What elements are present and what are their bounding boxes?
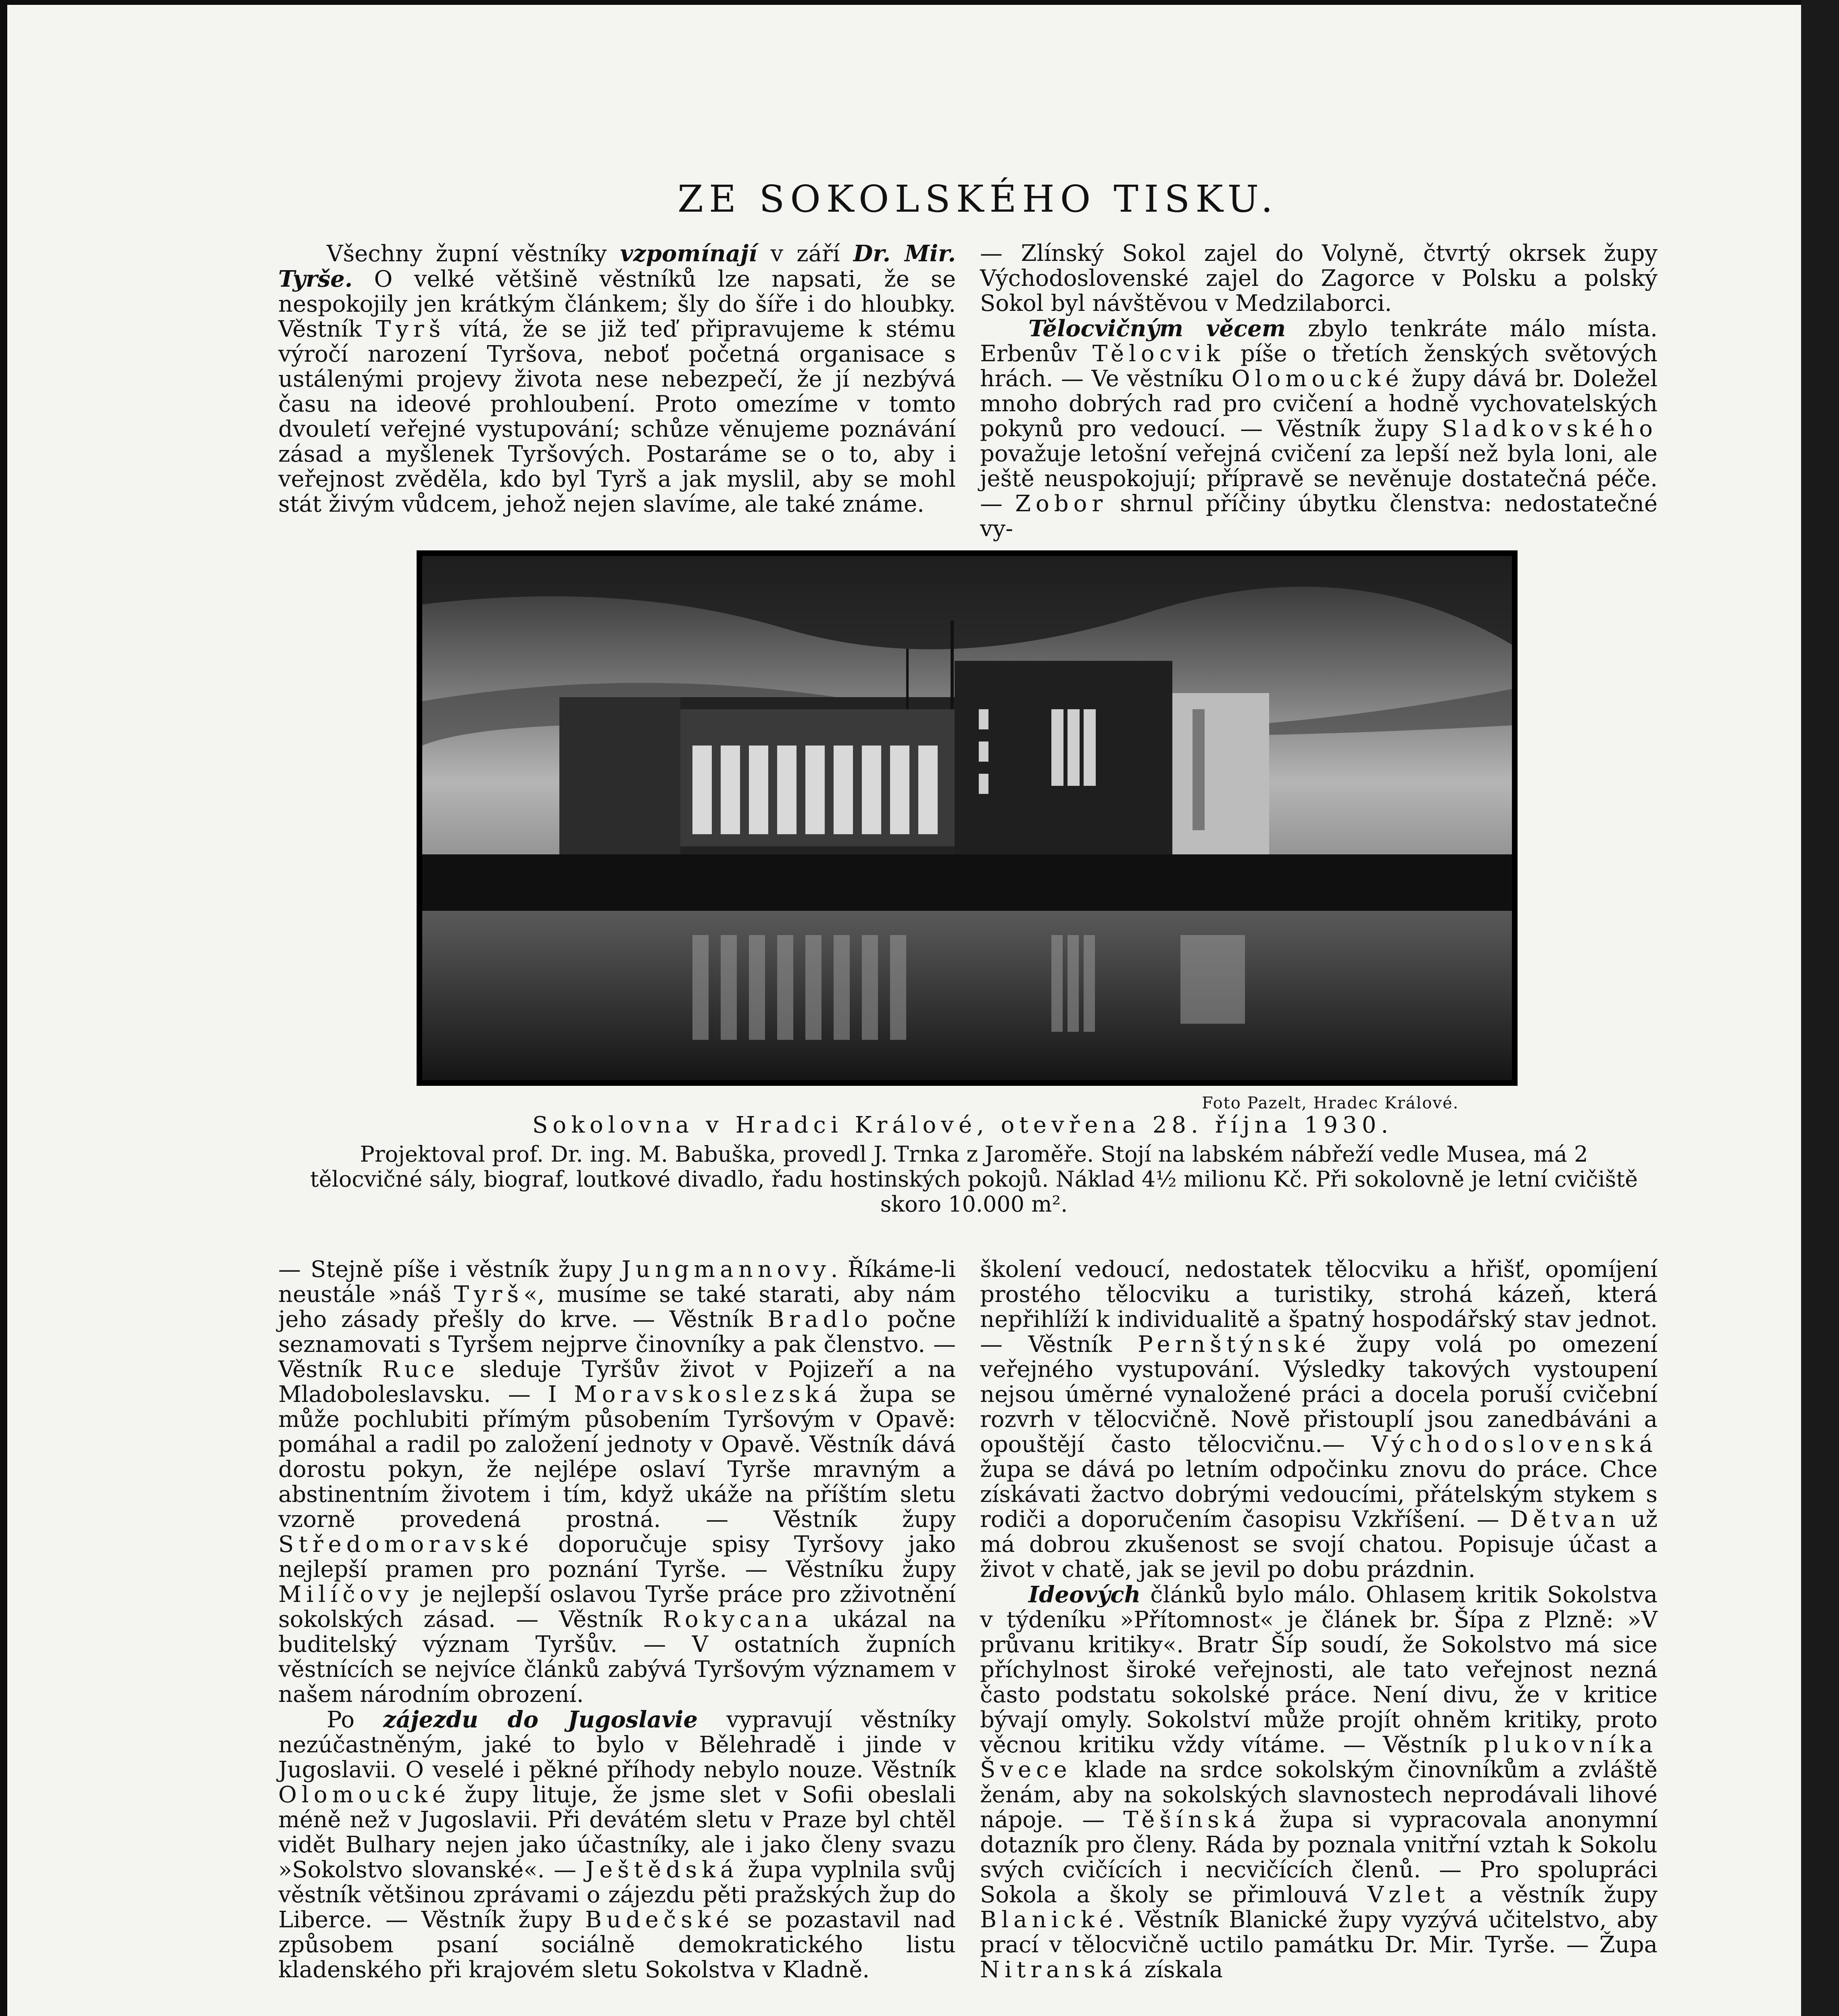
spaced-name: Těšínská (1123, 1807, 1261, 1833)
paragraph (278, 241, 956, 517)
text-run: O velké většině věstníků lze napsati, že se nespokojily jen krátkým článkem; šly do šíře i do hloubky. Věstník (278, 266, 956, 342)
text-run: sleduje Tyršův život v Pojizeří a na Mladoboleslavsku. — I (278, 1356, 956, 1408)
text-run: . Věstník Blanické župy vyzývá učitelstvo, aby prací v tělocvičně uctilo památku Dr. Mir. Tyrše. — Župa (980, 1907, 1658, 1958)
text-run: župa vyplnila svůj věstník většinou zprávami o zájezdu pěti pražských žup do Liberce. — Věstník župy (278, 1857, 956, 1933)
text-run: — Zlínský Sokol zajel do Volyně, čtvrtý okrsek župy Východoslovenské zajel do Zagorce v Polsku a polský Sokol byl návštěvou v Medzilaborci. (980, 240, 1658, 317)
text-run: Všechny župní věstníky (327, 241, 620, 267)
spaced-name: Ještědská (585, 1857, 739, 1883)
text-run: v září (757, 241, 853, 267)
text-run: vypravují věstníky nezúčastněným, jaké to bylo v Bělehradě i jinde v Jugoslavii. O veselé i pěkné příhody nebylo nouze. Věstník (278, 1707, 956, 1783)
emphasis: Ideových (1028, 1581, 1141, 1608)
text-run: . Říkáme-li neustále »náš (278, 1256, 956, 1308)
paragraph (980, 1257, 1658, 1582)
paragraph (980, 316, 1658, 541)
text-run: už má dobrou zkušenost se svojí chatou. Popisuje účast a život v chatě, jak se jevil po dobu prázdnin. (980, 1506, 1658, 1583)
text-run: článků bylo málo. Ohlasem kritik Sokolstva v týdeníku »Přítomnost« je článek br. Šípa z Plzně: »V průvanu kritiky«. Bratr Šíp soudí, že Sokolstvo má sice příchylnost široké veřejnosti, ale tato veřejnost nezná často podstatu sokolské práce. Není divu, že v kritice bývají omyly. Sokolství může projít ohněm kritiky, proto věcnou kritiku vždy vítáme. — Věstník (980, 1582, 1658, 1758)
text-run: školení vedoucí, nedostatek tělocviku a hřišť, opomíjení prostého tělocviku a turistiky, strohá kázeň, která nepřihlíží k individualitě a špatný hospodářský stav jednot. — Věstník (980, 1256, 1658, 1358)
spaced-name: Bradlo (767, 1306, 873, 1333)
spaced-name: Rokycana (663, 1606, 813, 1633)
spaced-name: Tyrš (454, 1281, 524, 1308)
text-run: považuje letošní veřejná cvičení za lepší než byla loni, ale ještě neuspokojují; přípravě se nevěnuje dostatečná péče. — (980, 441, 1658, 517)
emphasis: Dr. Mir. Tyrše. (278, 240, 956, 292)
text-run: zbylo tenkráte málo místa. Erbenův (980, 316, 1658, 367)
column-bottom-right (980, 1257, 1658, 1983)
text-run: župy volá po omezení veřejného vystupování. Výsledky takových vystoupení nejsou úměrné vynaložené práci a docela poruší cvičební rozvrh v tělocvičně. Nově přistouplí jsou zanedbáváni a opouštějí často tělocvičnu.— (980, 1331, 1658, 1458)
sokolovna-photo (417, 550, 1518, 1086)
spaced-name: Dětvan (1510, 1506, 1620, 1533)
spaced-name: Blanické (980, 1907, 1118, 1933)
emphasis: Tělocvičným věcem (1028, 315, 1286, 342)
spaced-name: Vzlet (1367, 1882, 1450, 1908)
emphasis: vzpomínají (620, 240, 757, 267)
text-run: získala (1137, 1957, 1223, 1983)
text-run: Po (327, 1707, 384, 1733)
text-run: — Stejně píše i věstník župy (278, 1256, 622, 1283)
text-run: doporučuje spisy Tyršovy jako nejlepší pramen pro poznání Tyrše. — Věstníku župy (278, 1531, 956, 1583)
caption-text: Projektoval prof. Dr. ing. M. Babuška, provedl J. Trnka z Jaroměře. Stojí na labském nábřeží vedle Musea, má 2 tělocvičné sály, biograf, loutkové divadlo, řadu hostinských pokojů. Náklad 4½ milionu Kč. Při sokolovně je letní cvičiště skoro 10.000 m². (310, 1141, 1638, 1217)
spaced-name: Ruce (382, 1356, 460, 1383)
building-photo-illustration (422, 556, 1512, 1080)
photo-credit: Foto Pazelt, Hradec Králové. (1202, 1094, 1459, 1112)
column-top-right (980, 241, 1658, 541)
text-run: počne seznamovati s Tyršem nejprve činovníky a pak členstvo. — Věstník (278, 1306, 956, 1383)
column-bottom-left (278, 1257, 956, 1983)
spaced-name: Zobor (1015, 491, 1108, 517)
text-run: župa si vypracovala anonymní dotazník pro členy. Ráda by poznala vnitřní vztah k Sokolu svých cvičících i necvičících členů. — Pro spolupráci Sokola a školy se přimlouvá (980, 1807, 1658, 1908)
spaced-name: Tyrš (375, 316, 446, 342)
text-run: se pozastavil nad způsobem psaní sociálně demokratického listu kladenského při krajovém sletu Sokolstva v Kladně. (278, 1907, 956, 1983)
text-run: «, musíme se také starati, aby nám jeho zásady přešly do krve. — Věstník (278, 1281, 956, 1333)
text-run: ukázal na buditelský význam Tyršův. — V ostatních župních věstnících se nejvíce článků zabývá Tyršovým významem v našem národním obrození. (278, 1606, 956, 1708)
text-run: je nejlepší oslavou Tyrše práce pro zživotnění sokolských zásad. — Věstník (278, 1581, 956, 1633)
spaced-name: Středomoravské (278, 1531, 534, 1558)
text-run: župy dává br. Doležel mnoho dobrých rad pro cvičení a hodně vychovatelských pokynů pro vedoucí. — Věstník župy (980, 366, 1658, 442)
text-run: vítá, že se již teď připravujeme k stému výročí narození Tyršova, neboť početná organisace s ustálenými projevy života nese nebezpečí, že jí nezbývá času na ideové prohloubení. Proto omezíme v tomto dvouletí veřejné vystupování; schůze věnujeme poznávání zásad a myšlenek Tyršových. Postaráme se o to, aby i veřejnost zvěděla, kdo byl Tyrš a jak myslil, aby se mohl stát živým vůdcem, jehož nejen slavíme, ale také známe. (278, 316, 956, 517)
spaced-name: Pernštýnské (1138, 1331, 1331, 1358)
spaced-name: Budečské (585, 1907, 734, 1933)
spaced-name: Sladkovského (1442, 416, 1658, 442)
text-run: župa se dává po letním odpočinku znovu do práce. Chce získávati žactvo dobrými vedoucími, přátelským stykem s rodiči a doporučením časopisu Vzkříšení. — (980, 1456, 1658, 1533)
spaced-name: Milíčovy (278, 1581, 414, 1608)
spaced-name: plukovníka Švece (980, 1732, 1658, 1783)
paragraph (278, 1257, 956, 1707)
spaced-name: Moravskoslezská (574, 1381, 842, 1408)
column-top-left (278, 241, 956, 517)
text-run: píše o třetích ženských světových hrách. — Ve věstníku (980, 341, 1658, 392)
spaced-name: Olomoucké (1231, 366, 1404, 392)
spaced-name: Východoslovenská (1371, 1431, 1658, 1458)
spaced-name: Tělocvik (1092, 341, 1225, 367)
spaced-name: Jungmannovy (621, 1256, 831, 1283)
page-title: ZE SOKOLSKÉHO TISKU. (678, 177, 1278, 221)
spaced-name: Olomoucké (278, 1782, 450, 1808)
text-run: a věstník župy (1449, 1882, 1658, 1908)
text-run: shrnul příčiny úbytku členstva: nedostatečné vy- (980, 491, 1658, 542)
paragraph (980, 241, 1658, 316)
scan-edge (1801, 0, 1839, 2016)
spaced-name: Nitranská (980, 1957, 1137, 1983)
text-run: župa se může pochlubiti přímým působením Tyršovým v Opavě: pomáhal a radil po založení jednoty v Opavě. Věstník dává dorostu pokyn, že nejlépe oslaví Tyrše mravným a abstinentním životem i tím, když ukáže na příštím sletu vzorně provedená prostná. — Věstník župy (278, 1381, 956, 1533)
paragraph (278, 1707, 956, 1983)
paragraph (980, 1582, 1658, 1983)
text-run: župy lituje, že jsme slet v Sofii obeslali méně než v Jugoslavii. Při devátém sletu v Praze byl chtěl vidět Bulhary nejen jako účastníky, ale i jako členy svazu »Sokolstvo slovanské«. — (278, 1782, 956, 1883)
caption-heading: Sokolovna v Hradci Králové, otevřena 28. října 1930. (532, 1112, 1393, 1138)
emphasis: zájezdu do Jugoslavie (383, 1706, 698, 1733)
text-run: klade na srdce sokolským činovníkům a zvláště ženám, aby na sokolských slavnostech neprodávali lihové nápoje. — (980, 1757, 1658, 1833)
